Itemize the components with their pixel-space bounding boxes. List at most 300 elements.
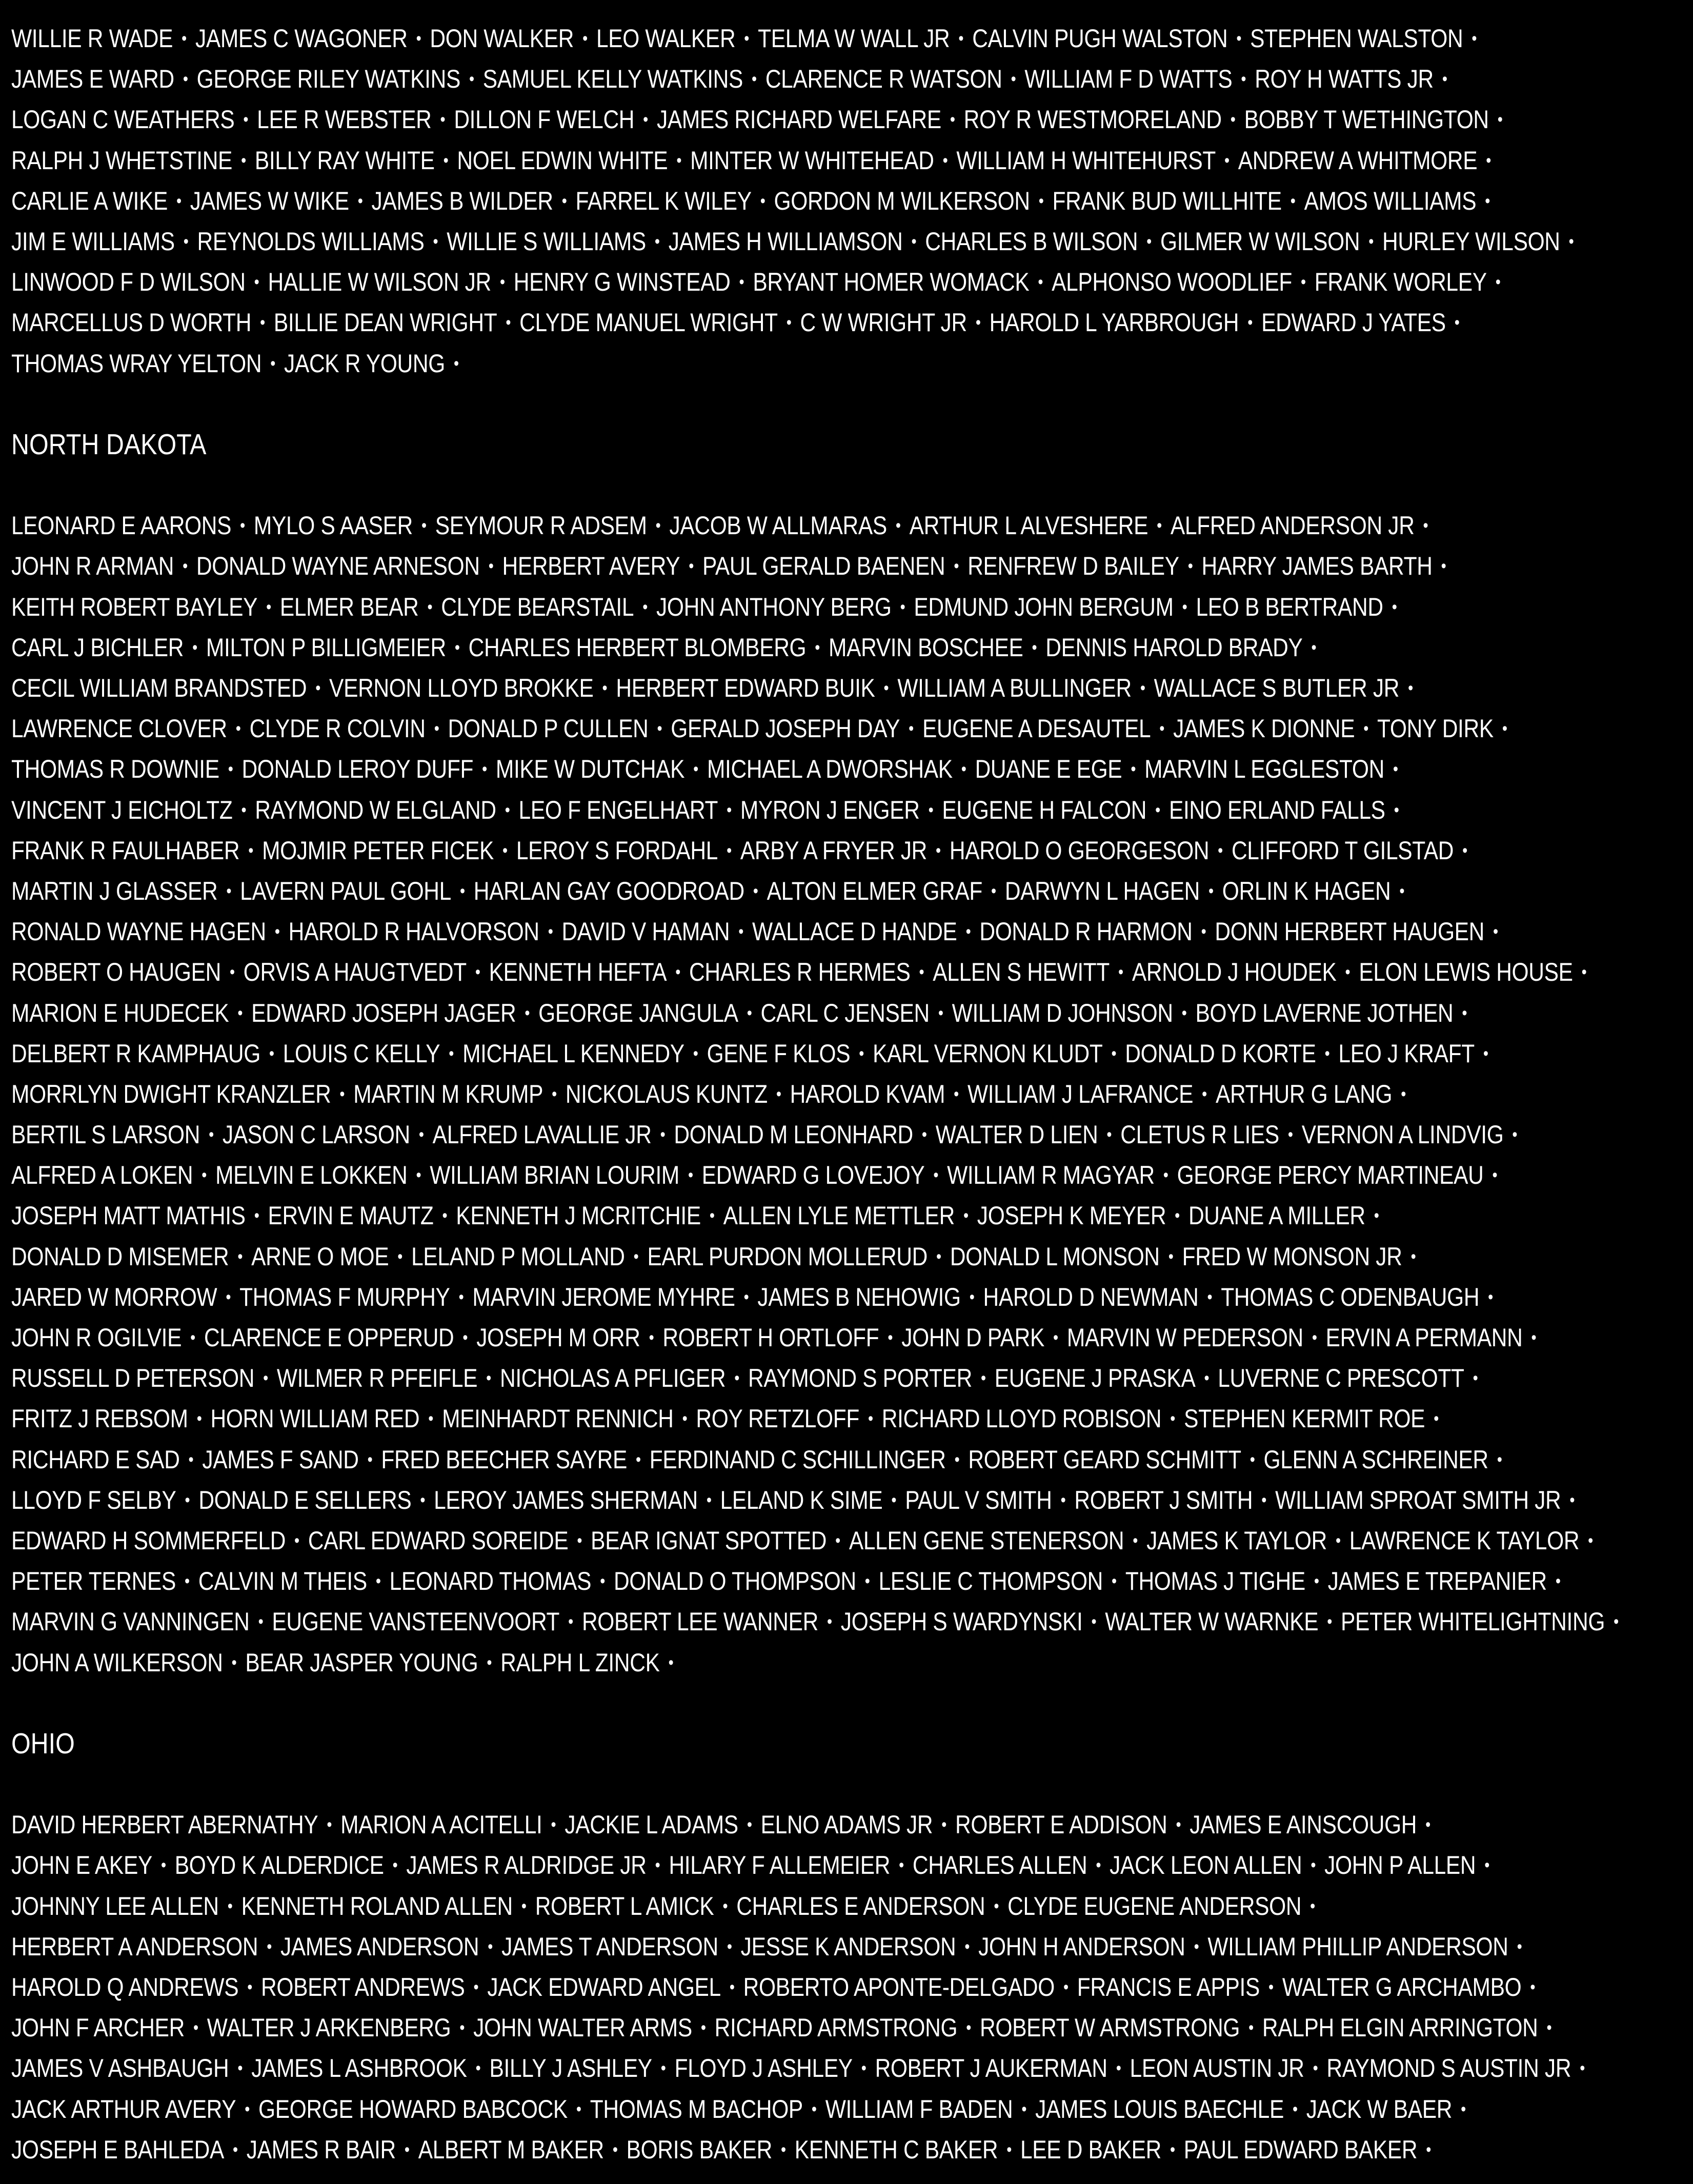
name-entry: GEORGE HOWARD BABCOCK — [258, 2094, 568, 2124]
name-line — [11, 181, 1490, 221]
separator-dot-icon: • — [954, 1084, 959, 1104]
separator-dot-icon: • — [980, 1368, 986, 1388]
separator-dot-icon: • — [243, 110, 249, 130]
name-entry: ARNOLD J HOUDEK — [1132, 958, 1337, 987]
separator-dot-icon: • — [1313, 2058, 1318, 2078]
separator-dot-icon: • — [657, 719, 662, 739]
separator-dot-icon: • — [247, 1977, 253, 1997]
name-entry: LELAND P MOLLAND — [411, 1242, 625, 1271]
name-entry: EUGENE VANSTEENVOORT — [272, 1607, 560, 1636]
name-entry: FRED W MONSON JR — [1182, 1242, 1402, 1271]
name-entry: RAYMOND W ELGLAND — [255, 795, 496, 824]
separator-dot-icon: • — [454, 637, 460, 657]
name-entry: MARTIN M KRUMP — [353, 1079, 543, 1108]
name-entry: LEO F ENGELHART — [518, 795, 718, 824]
separator-dot-icon: • — [643, 110, 648, 130]
separator-dot-icon: • — [722, 1896, 728, 1916]
name-line — [11, 1074, 1441, 1115]
name-entry: LUVERNE C PRESCOTT — [1218, 1364, 1464, 1393]
separator-dot-icon: • — [1131, 759, 1136, 779]
separator-dot-icon: • — [635, 1449, 641, 1469]
separator-dot-icon: • — [209, 1125, 214, 1145]
name-entry: CHARLES R HERMES — [689, 958, 911, 987]
name-entry: WILMER R PFEIFLE — [276, 1364, 478, 1393]
separator-dot-icon: • — [688, 1165, 693, 1185]
separator-dot-icon: • — [1112, 1571, 1117, 1591]
separator-dot-icon: • — [1425, 1815, 1430, 1835]
separator-dot-icon: • — [440, 110, 446, 130]
name-entry: BILLY J ASHLEY — [489, 2054, 652, 2083]
separator-dot-icon: • — [1111, 1043, 1117, 1063]
name-entry: BOYD LAVERNE JOTHEN — [1195, 998, 1454, 1027]
separator-dot-icon: • — [1063, 1977, 1069, 1997]
separator-dot-icon: • — [1006, 2139, 1012, 2159]
name-entry: RUSSELL D PETERSON — [11, 1364, 255, 1393]
name-entry: CLETUS R LIES — [1120, 1120, 1279, 1149]
separator-dot-icon: • — [1335, 1530, 1341, 1550]
separator-dot-icon: • — [1401, 1084, 1406, 1104]
name-entry: DONALD E SELLERS — [198, 1485, 412, 1514]
separator-dot-icon: • — [938, 1003, 943, 1023]
name-entry: ALLEN GENE STENERSON — [849, 1526, 1124, 1555]
name-entry: DENNIS HAROLD BRADY — [1045, 633, 1303, 662]
name-entry: DONN HERBERT HAUGEN — [1215, 917, 1485, 946]
name-entry: MARVIN G VANNINGEN — [11, 1607, 250, 1636]
name-entry: THOMAS WRAY YELTON — [11, 349, 262, 378]
separator-dot-icon: • — [1300, 272, 1306, 292]
name-entry: DARWYN L HAGEN — [1004, 876, 1200, 905]
name-entry: WILLIAM J LAFRANCE — [967, 1079, 1194, 1108]
name-entry: ANDREW A WHITMORE — [1238, 146, 1478, 175]
separator-dot-icon: • — [551, 1815, 556, 1835]
name-entry: ROBERT GEARD SCHMITT — [968, 1445, 1241, 1474]
name-entry: NOEL EDWIN WHITE — [457, 146, 668, 175]
name-line — [11, 1399, 1441, 1439]
separator-dot-icon: • — [1038, 272, 1043, 292]
name-line — [11, 1805, 1441, 1845]
name-entry: GEORGE JANGULA — [538, 998, 738, 1027]
name-entry: DONALD L MONSON — [950, 1242, 1160, 1271]
separator-dot-icon: • — [864, 1571, 870, 1591]
separator-dot-icon: • — [1170, 1409, 1176, 1429]
name-entry: MARVIN W PEDERSON — [1066, 1323, 1303, 1352]
name-entry: THOMAS F MURPHY — [239, 1282, 450, 1311]
separator-dot-icon: • — [752, 69, 757, 89]
separator-dot-icon: • — [954, 1449, 960, 1469]
separator-dot-icon: • — [1393, 759, 1398, 779]
name-entry: ROBERT J AUKERMAN — [875, 2054, 1107, 2083]
name-entry: HALLIE W WILSON JR — [268, 268, 491, 297]
separator-dot-icon: • — [488, 1936, 493, 1956]
name-entry: KENNETH ROLAND ALLEN — [241, 1891, 513, 1920]
separator-dot-icon: • — [482, 759, 487, 779]
name-entry: LAWRENCE CLOVER — [11, 714, 227, 743]
separator-dot-icon: • — [1218, 840, 1223, 860]
separator-dot-icon: • — [1038, 191, 1044, 211]
separator-dot-icon: • — [416, 1165, 421, 1185]
name-entry: JAMES T ANDERSON — [501, 1932, 718, 1961]
separator-dot-icon: • — [185, 1571, 190, 1591]
name-entry: JAMES LOUIS BAECHLE — [1035, 2094, 1284, 2124]
separator-dot-icon: • — [1236, 29, 1242, 48]
separator-dot-icon: • — [475, 2058, 481, 2078]
name-entry: DONALD D KORTE — [1125, 1039, 1316, 1068]
separator-dot-icon: • — [1488, 1287, 1493, 1307]
separator-dot-icon: • — [964, 1936, 970, 1956]
name-entry: ARTHUR G LANG — [1215, 1079, 1393, 1108]
name-entry: JAMES E TREPANIER — [1327, 1567, 1547, 1596]
name-entry: WILLIAM PHILLIP ANDERSON — [1207, 1932, 1508, 1961]
name-line — [11, 59, 1447, 99]
name-entry: ROY R WESTMORELAND — [963, 105, 1222, 134]
name-entry: LAVERN PAUL GOHL — [240, 876, 451, 905]
name-entry: RALPH L ZINCK — [500, 1648, 660, 1677]
name-entry: KEITH ROBERT BAYLEY — [11, 592, 258, 621]
separator-dot-icon: • — [1442, 69, 1447, 89]
separator-dot-icon: • — [888, 1328, 893, 1347]
separator-dot-icon: • — [443, 150, 449, 170]
name-entry: THOMAS R DOWNIE — [11, 755, 219, 784]
name-entry: ROBERT J SMITH — [1074, 1485, 1253, 1514]
name-entry: DELBERT R KAMPHAUG — [11, 1039, 260, 1068]
name-line — [11, 1196, 1441, 1236]
separator-dot-icon: • — [235, 719, 241, 739]
separator-dot-icon: • — [1118, 962, 1123, 982]
separator-dot-icon: • — [449, 1043, 454, 1063]
name-entry: MARTIN J GLASSER — [11, 876, 218, 905]
name-entry: JESSE K ANDERSON — [740, 1932, 956, 1961]
separator-dot-icon: • — [815, 637, 820, 657]
separator-dot-icon: • — [1146, 231, 1152, 251]
name-entry: KARL VERNON KLUDT — [873, 1039, 1103, 1068]
name-entry: LINWOOD F D WILSON — [11, 268, 246, 297]
name-entry: RALPH ELGIN ARRINGTON — [1262, 2013, 1538, 2043]
separator-dot-icon: • — [1140, 678, 1145, 698]
name-entry: SAMUEL KELLY WATKINS — [482, 65, 743, 94]
separator-dot-icon: • — [1410, 1246, 1416, 1266]
name-entry: LOUIS C KELLY — [283, 1039, 440, 1068]
separator-dot-icon: • — [192, 637, 197, 657]
name-entry: MARION A ACITELLI — [340, 1810, 542, 1839]
separator-dot-icon: • — [196, 1409, 202, 1429]
name-entry: CHARLES ALLEN — [912, 1851, 1087, 1880]
separator-dot-icon: • — [936, 840, 941, 860]
separator-dot-icon: • — [1392, 597, 1397, 617]
name-entry: DAVID HERBERT ABERNATHY — [11, 1810, 318, 1839]
separator-dot-icon: • — [182, 29, 187, 48]
name-entry: GLENN A SCHREINER — [1263, 1445, 1488, 1474]
name-entry: REYNOLDS WILLIAMS — [197, 227, 425, 256]
separator-dot-icon: • — [1170, 2139, 1175, 2159]
name-entry: JACK LEON ALLEN — [1110, 1851, 1302, 1880]
separator-dot-icon: • — [525, 1003, 530, 1023]
separator-dot-icon: • — [577, 1530, 582, 1550]
separator-dot-icon: • — [1485, 191, 1490, 211]
separator-dot-icon: • — [942, 150, 948, 170]
name-entry: CALVIN M THEIS — [198, 1567, 367, 1596]
name-entry: BORIS BAKER — [626, 2135, 773, 2164]
separator-dot-icon: • — [654, 231, 660, 251]
name-entry: CLYDE MANUEL WRIGHT — [519, 308, 778, 337]
separator-dot-icon: • — [668, 1652, 674, 1672]
separator-dot-icon: • — [433, 231, 438, 251]
name-entry: RICHARD ARMSTRONG — [714, 2013, 958, 2043]
name-entry: ELON LEWIS HOUSE — [1359, 958, 1573, 987]
separator-dot-icon: • — [911, 231, 917, 251]
separator-dot-icon: • — [1546, 2018, 1552, 2038]
name-entry: EUGENE A DESAUTEL — [922, 714, 1151, 743]
separator-dot-icon: • — [240, 516, 245, 536]
separator-dot-icon: • — [487, 1652, 492, 1672]
separator-dot-icon: • — [1182, 597, 1187, 617]
separator-dot-icon: • — [1486, 150, 1492, 170]
separator-dot-icon: • — [1310, 1896, 1315, 1916]
name-entry: EUGENE H FALCON — [942, 795, 1147, 824]
name-entry: JASON C LARSON — [222, 1120, 410, 1149]
name-entry: JOHN ANTHONY BERG — [656, 592, 892, 621]
separator-dot-icon: • — [1517, 1936, 1522, 1956]
separator-dot-icon: • — [421, 516, 427, 536]
separator-dot-icon: • — [919, 962, 924, 982]
name-line — [11, 18, 1477, 59]
name-line — [11, 1521, 1593, 1561]
name-entry: WILLIAM A BULLINGER — [897, 674, 1132, 702]
separator-dot-icon: • — [294, 1530, 299, 1550]
name-entry: JAMES RICHARD WELFARE — [656, 105, 941, 134]
name-line — [11, 2048, 1585, 2089]
separator-dot-icon: • — [655, 516, 661, 536]
separator-dot-icon: • — [1462, 1003, 1467, 1023]
name-entry: CARL EDWARD SOREIDE — [308, 1526, 569, 1555]
separator-dot-icon: • — [1201, 922, 1206, 942]
name-entry: ROBERT W ARMSTRONG — [980, 2013, 1240, 2043]
separator-dot-icon: • — [183, 556, 188, 576]
name-entry: DONALD WAYNE ARNESON — [196, 552, 480, 581]
separator-dot-icon: • — [1493, 922, 1498, 942]
separator-dot-icon: • — [958, 29, 964, 48]
name-entry: CHARLES E ANDERSON — [736, 1891, 985, 1920]
name-entry: WALTER W WARNKE — [1105, 1607, 1319, 1636]
separator-dot-icon: • — [226, 1287, 231, 1307]
separator-dot-icon: • — [1060, 1490, 1066, 1510]
name-entry: KENNETH J MCRITCHIE — [456, 1201, 701, 1230]
name-entry: EDWARD H SOMMERFELD — [11, 1526, 286, 1555]
separator-dot-icon: • — [1287, 1125, 1293, 1145]
name-entry: MORRLYN DWIGHT KRANZLER — [11, 1079, 331, 1108]
separator-dot-icon: • — [505, 800, 510, 820]
separator-dot-icon: • — [274, 922, 280, 942]
separator-dot-icon: • — [760, 191, 765, 211]
name-entry: PETER WHITELIGHTNING — [1341, 1607, 1605, 1636]
name-entry: WALTER D LIEN — [935, 1120, 1098, 1149]
name-entry: LELAND K SIME — [720, 1485, 883, 1514]
separator-dot-icon: • — [612, 2139, 618, 2159]
separator-dot-icon: • — [1311, 1855, 1316, 1875]
name-entry: THOMAS J TIGHE — [1125, 1567, 1305, 1596]
name-entry: HARLAN GAY GOODROAD — [473, 876, 744, 905]
separator-dot-icon: • — [1324, 1043, 1330, 1063]
name-entry: NICHOLAS A PFLIGER — [499, 1364, 726, 1393]
separator-dot-icon: • — [642, 597, 648, 617]
name-entry: FRITZ J REBSOM — [11, 1404, 188, 1433]
separator-dot-icon: • — [582, 29, 588, 48]
separator-dot-icon: • — [183, 231, 189, 251]
state-heading: NORTH DAKOTA — [11, 428, 207, 461]
name-entry: MARVIN BOSCHEE — [829, 633, 1023, 662]
name-entry: STEPHEN KERMIT ROE — [1184, 1404, 1425, 1433]
name-line — [11, 221, 1574, 262]
separator-dot-icon: • — [1588, 1530, 1593, 1550]
name-entry: GORDON M WILKERSON — [774, 186, 1030, 215]
separator-dot-icon: • — [660, 2058, 666, 2078]
name-entry: JACK R YOUNG — [284, 349, 445, 378]
separator-dot-icon: • — [245, 2099, 250, 2119]
separator-dot-icon: • — [682, 1409, 688, 1429]
separator-dot-icon: • — [1011, 69, 1016, 89]
name-entry: CLYDE BEARSTAIL — [441, 592, 634, 621]
separator-dot-icon: • — [861, 2058, 866, 2078]
separator-dot-icon: • — [434, 719, 439, 739]
name-entry: JACK ARTHUR AVERY — [11, 2094, 236, 2124]
name-line — [11, 302, 1460, 343]
name-entry: ROBERT O HAUGEN — [11, 958, 221, 987]
separator-dot-icon: • — [552, 1084, 557, 1104]
name-line — [11, 1845, 1490, 1886]
separator-dot-icon: • — [1292, 2099, 1298, 2119]
name-entry: RICHARD E SAD — [11, 1445, 180, 1474]
separator-dot-icon: • — [1091, 1612, 1097, 1632]
name-entry: LAWRENCE K TAYLOR — [1349, 1526, 1580, 1555]
name-entry: BEAR IGNAT SPOTTED — [591, 1526, 827, 1555]
separator-dot-icon: • — [781, 2139, 786, 2159]
separator-dot-icon: • — [561, 191, 567, 211]
separator-dot-icon: • — [991, 881, 996, 901]
separator-dot-icon: • — [248, 840, 254, 860]
separator-dot-icon: • — [693, 1043, 698, 1063]
separator-dot-icon: • — [1202, 1084, 1207, 1104]
name-entry: WILLIAM SPROAT SMITH JR — [1275, 1485, 1561, 1514]
separator-dot-icon: • — [1204, 1368, 1210, 1388]
separator-dot-icon: • — [655, 1855, 660, 1875]
name-line — [11, 587, 1441, 628]
name-entry: JAMES C WAGONER — [195, 24, 408, 53]
name-entry: HERBERT A ANDERSON — [11, 1932, 258, 1961]
separator-dot-icon: • — [1461, 2099, 1466, 2119]
name-entry: JAMES K TAYLOR — [1146, 1526, 1327, 1555]
name-entry: DUANE A MILLER — [1188, 1201, 1365, 1230]
separator-dot-icon: • — [183, 69, 188, 89]
name-entry: LOGAN C WEATHERS — [11, 105, 235, 134]
separator-dot-icon: • — [420, 1490, 426, 1510]
name-entry: HORN WILLIAM RED — [210, 1404, 420, 1433]
name-entry: DILLON F WELCH — [454, 105, 635, 134]
separator-dot-icon: • — [188, 1449, 194, 1469]
separator-dot-icon: • — [1408, 678, 1413, 698]
name-entry: MARVIN JEROME MYHRE — [472, 1282, 735, 1311]
name-entry: JOHN H ANDERSON — [978, 1932, 1185, 1961]
separator-dot-icon: • — [883, 678, 889, 698]
name-entry: BILLY RAY WHITE — [254, 146, 435, 175]
separator-dot-icon: • — [416, 29, 421, 48]
separator-dot-icon: • — [1399, 881, 1405, 901]
separator-dot-icon: • — [950, 110, 955, 130]
separator-dot-icon: • — [1568, 231, 1574, 251]
name-entry: MYLO S AASER — [253, 511, 413, 540]
name-entry: BOBBY T WETHINGTON — [1244, 105, 1489, 134]
name-entry: ERVIN A PERMANN — [1325, 1323, 1523, 1352]
name-entry: LEROY JAMES SHERMAN — [434, 1485, 698, 1514]
separator-dot-icon: • — [700, 2018, 706, 2038]
separator-dot-icon: • — [753, 881, 758, 901]
name-line — [11, 1480, 1575, 1521]
name-entry: DONALD O THOMPSON — [613, 1567, 856, 1596]
name-entry: WILLIE S WILLIAMS — [447, 227, 646, 256]
name-entry: HILARY F ALLEMEIER — [669, 1851, 891, 1880]
name-line — [11, 262, 1501, 302]
separator-dot-icon: • — [475, 962, 480, 982]
name-entry: CLYDE R COLVIN — [249, 714, 426, 743]
name-entry: LEROY S FORDAHL — [516, 836, 718, 865]
separator-dot-icon: • — [453, 353, 459, 373]
name-entry: JAMES L ASHBROOK — [251, 2054, 467, 2083]
separator-dot-icon: • — [1394, 800, 1399, 820]
name-entry: ALTON ELMER GRAF — [767, 876, 983, 905]
separator-dot-icon: • — [1194, 1936, 1199, 1956]
separator-dot-icon: • — [727, 840, 732, 860]
separator-dot-icon: • — [1168, 1246, 1174, 1266]
name-entry: ALFRED ANDERSON JR — [1170, 511, 1415, 540]
name-entry: PAUL EDWARD BAKER — [1183, 2135, 1418, 2164]
name-entry: WILLIE R WADE — [11, 24, 173, 53]
separator-dot-icon: • — [1530, 1977, 1536, 1997]
separator-dot-icon: • — [1116, 2058, 1121, 2078]
separator-dot-icon: • — [1368, 231, 1374, 251]
separator-dot-icon: • — [1159, 719, 1165, 739]
name-entry: LEE D BAKER — [1020, 2135, 1161, 2164]
name-entry: JIM E WILLIAMS — [11, 227, 175, 256]
name-entry: LEONARD E AARONS — [11, 511, 232, 540]
name-entry: BILLIE DEAN WRIGHT — [273, 308, 497, 337]
separator-dot-icon: • — [1473, 1368, 1478, 1388]
name-entry: ROBERTO APONTE-DELGADO — [743, 1973, 1055, 2001]
separator-dot-icon: • — [1312, 1328, 1317, 1347]
separator-dot-icon: • — [1555, 1571, 1561, 1591]
separator-dot-icon: • — [339, 1084, 345, 1104]
separator-dot-icon: • — [1484, 1855, 1490, 1875]
name-entry: WALTER G ARCHAMBO — [1282, 1973, 1522, 2001]
name-entry: DONALD LEROY DUFF — [241, 755, 474, 784]
name-entry: HAROLD L YARBROUGH — [989, 308, 1239, 337]
name-entry: ARBY A FRYER JR — [740, 836, 928, 865]
name-entry: CLARENCE R WATSON — [765, 65, 1002, 94]
separator-dot-icon: • — [961, 759, 966, 779]
name-entry: CALVIN PUGH WALSTON — [972, 24, 1228, 53]
name-entry: JOHN R ARMAN — [11, 552, 174, 581]
name-entry: KENNETH HEFTA — [489, 958, 667, 987]
separator-dot-icon: • — [375, 1571, 381, 1591]
name-entry: JAMES F SAND — [202, 1445, 359, 1474]
separator-dot-icon: • — [1241, 69, 1246, 89]
name-entry: LLOYD F SELBY — [11, 1485, 176, 1514]
separator-dot-icon: • — [1327, 1612, 1333, 1632]
name-entry: RAYMOND S AUSTIN JR — [1326, 2054, 1571, 2083]
name-entry: MELVIN E LOKKEN — [215, 1161, 408, 1190]
name-entry: BRYANT HOMER WOMACK — [753, 268, 1030, 297]
separator-dot-icon: • — [254, 272, 259, 292]
separator-dot-icon: • — [966, 2018, 972, 2038]
separator-dot-icon: • — [1249, 1449, 1255, 1469]
name-entry: JOSEPH E BAHLEDA — [11, 2135, 224, 2164]
